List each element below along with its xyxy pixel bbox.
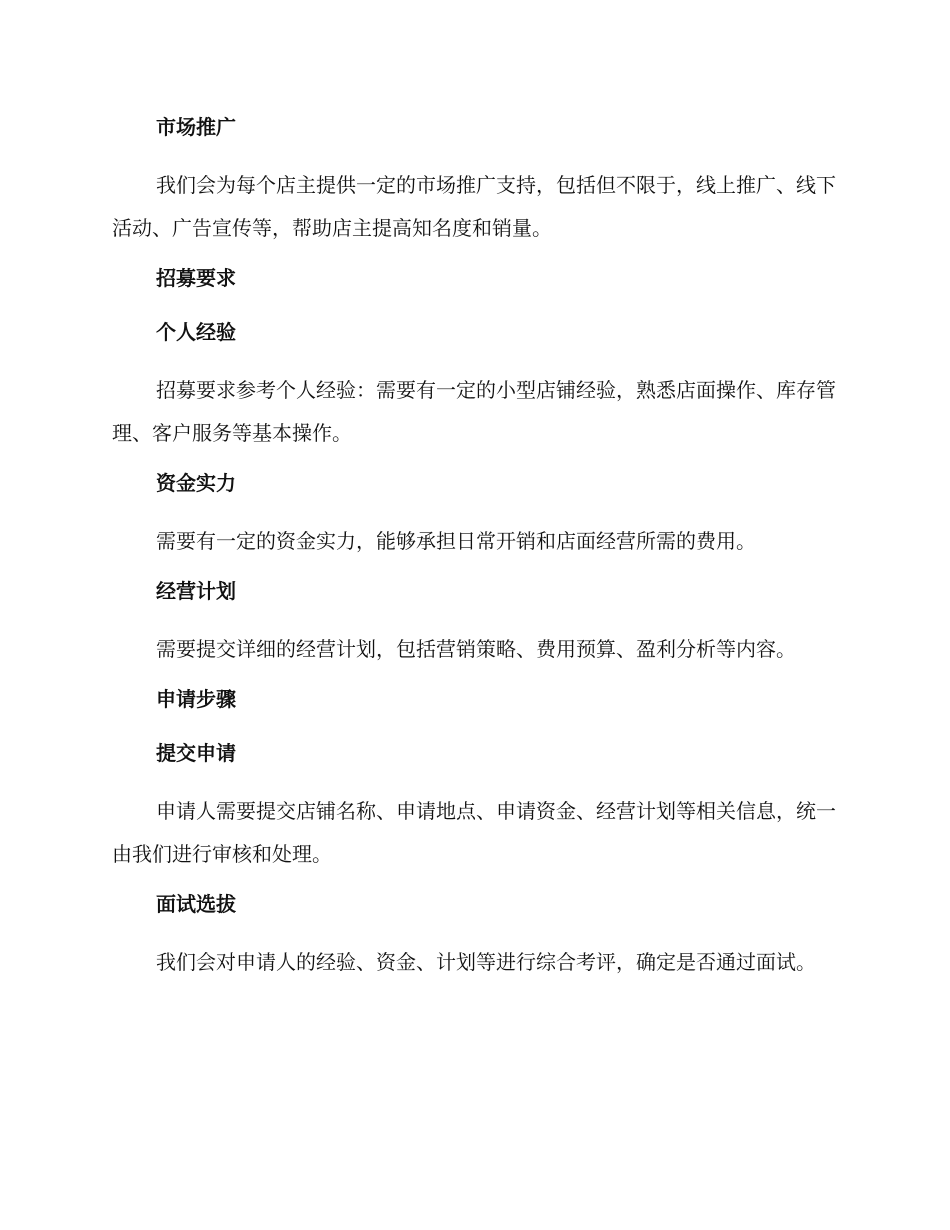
paragraph-interview-selection: 我们会对申请人的经验、资金、计划等进行综合考评，确定是否通过面试。 — [156, 950, 816, 974]
heading-recruitment-requirements: 招募要求 — [156, 266, 236, 290]
paragraph-market-promotion: 我们会为每个店主提供一定的市场推广支持，包括但不限于，线上推广、线下活动、广告宣传等，帮助店主提高知名度和销量。 — [112, 173, 836, 240]
heading-personal-experience: 个人经验 — [156, 320, 236, 344]
heading-capital-strength: 资金实力 — [156, 471, 236, 495]
paragraph-business-plan: 需要提交详细的经营计划，包括营销策略、费用预算、盈利分析等内容。 — [156, 637, 796, 661]
heading-application-steps: 申请步骤 — [156, 687, 236, 711]
heading-interview-selection: 面试选拔 — [156, 892, 236, 916]
heading-business-plan: 经营计划 — [156, 579, 236, 603]
paragraph-submit-application: 申请人需要提交店铺名称、申请地点、申请资金、经营计划等相关信息，统一由我们进行审核和处理。 — [112, 799, 836, 866]
paragraph-personal-experience: 招募要求参考个人经验：需要有一定的小型店铺经验，熟悉店面操作、库存管理、客户服务等基本操作。 — [112, 378, 836, 445]
heading-submit-application: 提交申请 — [156, 741, 236, 765]
heading-market-promotion: 市场推广 — [156, 115, 236, 139]
paragraph-capital-strength: 需要有一定的资金实力，能够承担日常开销和店面经营所需的费用。 — [156, 529, 756, 553]
